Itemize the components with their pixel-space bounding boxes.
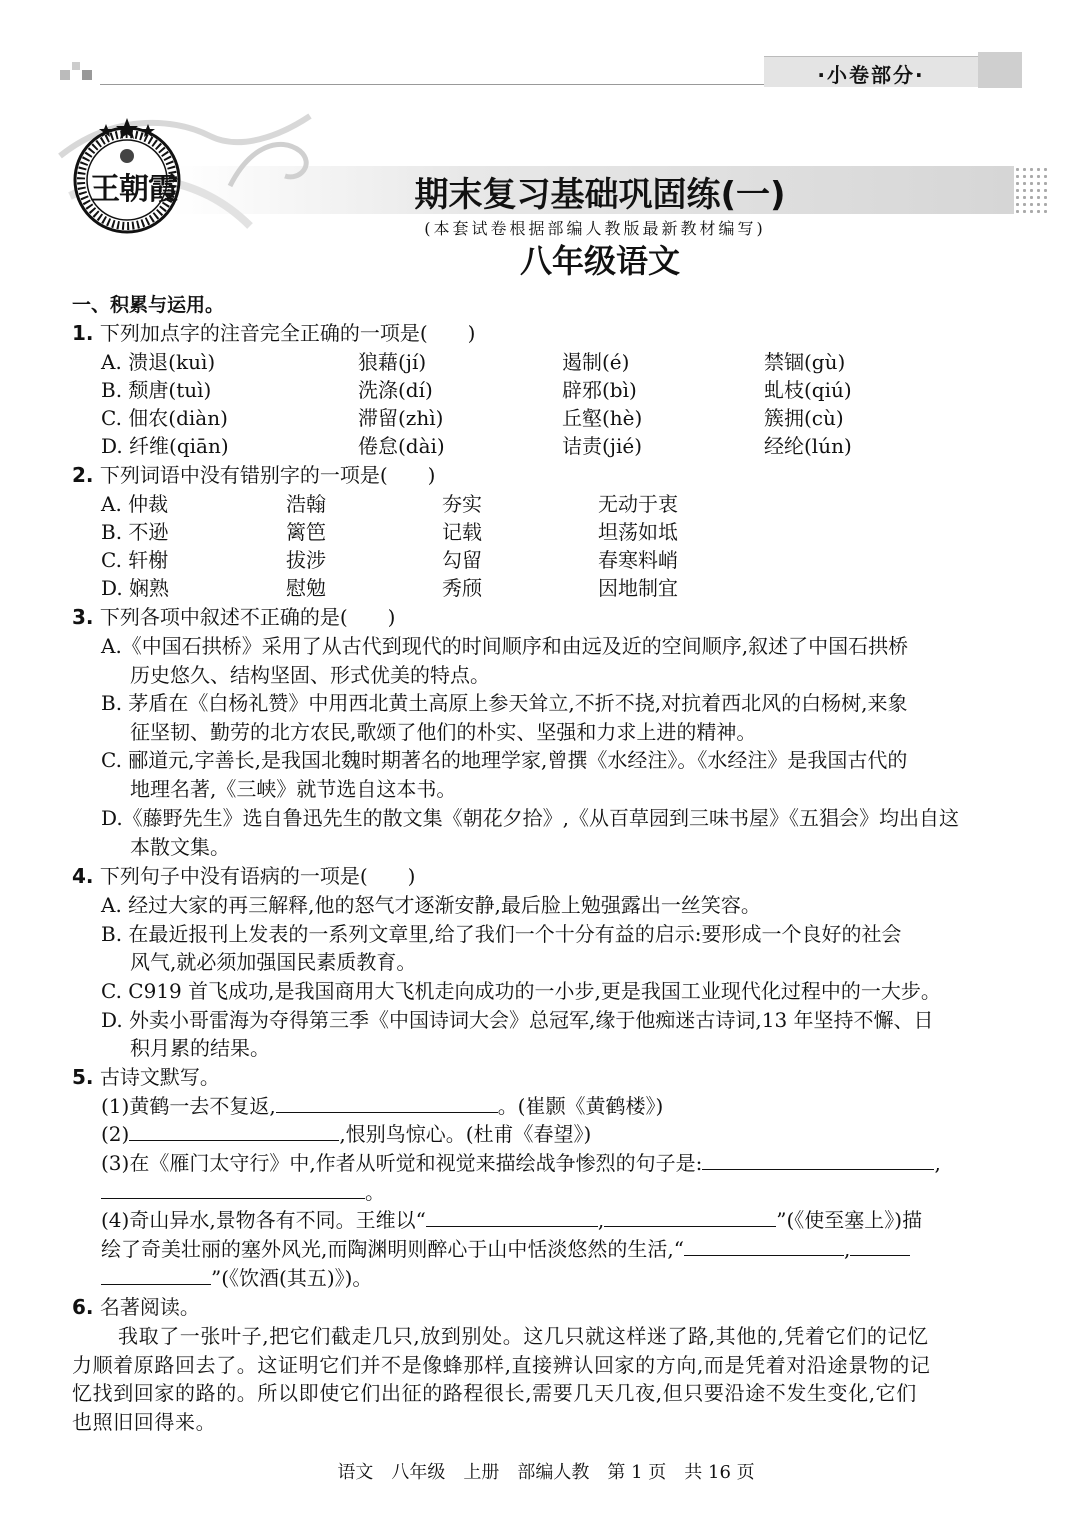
q2-cell: 篱笆 (286, 520, 326, 544)
q2-cell: 记载 (442, 520, 482, 544)
q4-option-d-cont: 积月累的结果。 (130, 1036, 270, 1060)
question-text: 下列加点字的注音完全正确的一项是( ) (99, 321, 476, 345)
question-number: 4. (72, 864, 94, 888)
q4-option-c[interactable]: C. C919 首飞成功,是我国商用大飞机走向成功的一小步,更是我国工业现代化过程中的一大步。 (101, 979, 941, 1003)
q2-option-a[interactable]: A. 仲裁 (101, 492, 169, 516)
q3-option-b[interactable]: B. 茅盾在《白杨礼赞》中用西北黄土高原上参天耸立,不折不挠,对抗着西北风的白杨树,来象 (101, 691, 908, 715)
question-text: 下列词语中没有错别字的一项是( ) (99, 463, 436, 487)
q5-item-3 (101, 1150, 941, 1176)
q5-item-3-cont (101, 1179, 385, 1205)
q1-option-d[interactable]: D. 纤维(qiān) (101, 434, 229, 458)
answer-blank[interactable] (129, 1122, 339, 1141)
reading-passage-line: 我取了一张叶子,把它们截走几只,放到别处。这几只就这样迷了路,其他的,凭着它们的记忆 (118, 1324, 929, 1348)
q2-cell: 坦荡如坻 (598, 520, 678, 544)
q5-item-4-comma: , (597, 1208, 605, 1232)
answer-blank[interactable] (276, 1094, 498, 1113)
question-number: 3. (72, 605, 94, 629)
q4-option-d[interactable]: D. 外卖小哥雷海为夺得第三季《中国诗词大会》总冠军,缘于他痴迷古诗词,13 年坚持不懈、日 (101, 1008, 934, 1032)
question-3-stem (72, 604, 395, 630)
answer-blank[interactable] (684, 1237, 844, 1256)
section-tag-end-block (978, 52, 1022, 88)
q1-cell: 丘壑(hè) (562, 406, 643, 430)
q5-item-1-text: (1)黄鹤一去不复返, (101, 1094, 276, 1118)
q5-item-2 (101, 1121, 591, 1147)
q2-cell: 慰勉 (286, 576, 326, 600)
q5-item-2-text: (2) (101, 1122, 130, 1146)
q4-option-b[interactable]: B. 在最近报刊上发表的一系列文章里,给了我们一个十分有益的启示:要形成一个良好的社会 (101, 922, 902, 946)
q3-option-a[interactable]: A.《中国石拱桥》采用了从古代到现代的时间顺序和由远及近的空间顺序,叙述了中国石拱桥 (101, 634, 909, 658)
q3-option-a-cont: 历史悠久、结构坚固、形式优美的特点。 (130, 663, 490, 687)
question-5-stem (72, 1064, 220, 1090)
q1-cell: 洗涤(dí) (358, 378, 433, 402)
q5-item-4-cont-2 (101, 1265, 372, 1291)
q5-item-1 (101, 1093, 663, 1119)
question-number: 1. (72, 321, 94, 345)
answer-blank[interactable] (604, 1208, 776, 1227)
q5-item-4-source-2: ”(《饮酒(其五)》)。 (211, 1266, 373, 1290)
q4-option-b-cont: 风气,就必须加强国民素质教育。 (130, 950, 417, 974)
subject-title: 八年级语文 (519, 242, 680, 280)
q3-option-d[interactable]: D.《藤野先生》选自鲁迅先生的散文集《朝花夕拾》,《从百草园到三味书屋》《五猖会》均出自这 (101, 806, 960, 830)
q5-item-4-text-2: 绘了奇美壮丽的塞外风光,而陶渊明则醉心于山中恬淡悠然的生活,“ (101, 1237, 684, 1261)
question-2-stem (72, 462, 435, 488)
q2-cell: 勾留 (442, 548, 482, 572)
q2-option-d[interactable]: D. 娴熟 (101, 576, 170, 600)
q3-option-d-cont: 本散文集。 (130, 835, 230, 859)
question-number: 6. (72, 1295, 94, 1319)
q4-option-a[interactable]: A. 经过大家的再三解释,他的怒气才逐渐安静,最后脸上勉强露出一丝笑容。 (101, 893, 761, 917)
question-text: 下列各项中叙述不正确的是( ) (99, 605, 396, 629)
brand-logo-text: 王朝霞 (90, 172, 177, 207)
section-tag-label: ·小卷部分· (817, 63, 925, 87)
q2-cell: 夯实 (442, 492, 482, 516)
q5-item-3-text: (3)在《雁门太守行》中,作者从听觉和视觉来描绘战争惨烈的句子是: (101, 1151, 703, 1175)
answer-blank[interactable] (426, 1208, 598, 1227)
answer-blank[interactable] (702, 1151, 934, 1170)
q5-item-4 (101, 1207, 922, 1233)
q1-cell: 狼藉(jí) (358, 350, 427, 374)
question-text: 下列句子中没有语病的一项是( ) (99, 864, 416, 888)
question-1-stem (72, 320, 475, 346)
q2-option-b[interactable]: B. 不逊 (101, 520, 169, 544)
q1-cell: 虬枝(qiú) (764, 378, 852, 402)
section-heading: 一、积累与运用。 (72, 294, 225, 316)
q1-cell: 簇拥(cù) (764, 406, 844, 430)
q1-cell: 遏制(é) (562, 350, 630, 374)
q1-cell: 滞留(zhì) (358, 406, 444, 430)
q1-option-a[interactable]: A. 溃退(kuì) (101, 350, 216, 374)
q2-cell: 拔涉 (286, 548, 326, 572)
q3-option-c-cont: 地理名著,《三峡》就节选自这本书。 (130, 777, 457, 801)
reading-passage-line: 力顺着原路回去了。这证明它们并不是像蜂那样,直接辨认回家的方向,而是凭着对沿途景物的记 (72, 1353, 931, 1377)
question-number: 5. (72, 1065, 94, 1089)
q1-cell: 辟邪(bì) (562, 378, 637, 402)
answer-blank[interactable] (101, 1180, 365, 1199)
reading-passage-line: 忆找到回家的路的。所以即使它们出征的路程很长,需要几天几夜,但只要沿途不发生变化,它们 (72, 1381, 917, 1405)
q5-item-4-cont (101, 1236, 910, 1262)
page-footer: 语文 八年级 上册 部编人教 第 1 页 共 16 页 (337, 1462, 755, 1483)
page-subtitle: (本套试卷根据部编人教版最新教材编写) (424, 219, 766, 238)
q2-cell: 春寒料峭 (598, 548, 678, 572)
reading-passage-line: 也照旧回得来。 (72, 1410, 217, 1434)
question-text: 名著阅读。 (99, 1295, 200, 1319)
q1-cell: 经纶(lún) (764, 434, 852, 458)
q2-cell: 无动于衷 (598, 492, 678, 516)
q1-cell: 诘责(jié) (562, 434, 643, 458)
q5-item-4-comma-2: , (843, 1237, 851, 1261)
q3-option-b-cont: 征坚韧、勤劳的北方农民,歌颂了他们的朴实、坚强和力求上进的精神。 (130, 720, 757, 744)
q2-cell: 浩翰 (286, 492, 326, 516)
q2-cell: 秀颀 (442, 576, 482, 600)
q2-option-c[interactable]: C. 轩榭 (101, 548, 169, 572)
q5-item-1-source: 。(崔颢《黄鹤楼》) (497, 1094, 664, 1118)
question-4-stem (72, 863, 415, 889)
answer-blank[interactable] (101, 1266, 211, 1285)
q5-item-2-source: ,恨别鸟惊心。(杜甫《春望》) (339, 1122, 592, 1146)
question-6-stem (72, 1294, 200, 1320)
title-band-dots (1014, 166, 1048, 214)
page-title: 期末复习基础巩固练(一) (414, 175, 786, 215)
q5-item-4-source: ”(《使至塞上》)描 (776, 1208, 923, 1232)
q1-cell: 倦怠(dài) (358, 434, 445, 458)
question-number: 2. (72, 463, 94, 487)
q5-item-3-comma: , (934, 1151, 941, 1175)
q1-cell: 禁锢(gù) (764, 350, 846, 374)
answer-blank[interactable] (850, 1237, 910, 1256)
q3-option-c[interactable]: C. 郦道元,字善长,是我国北魏时期著名的地理学家,曾撰《水经注》。《水经注》是我国古代的 (101, 748, 908, 772)
q2-cell: 因地制宜 (598, 576, 678, 600)
corner-squares-decoration (60, 62, 100, 82)
question-text: 古诗文默写。 (99, 1065, 220, 1089)
q1-option-c[interactable]: C. 佃农(diàn) (101, 406, 228, 430)
q5-item-4-text: (4)奇山异水,景物各有不同。王维以“ (101, 1208, 426, 1232)
q5-item-3-end: 。 (365, 1180, 385, 1204)
q1-option-b[interactable]: B. 颓唐(tuì) (101, 378, 212, 402)
